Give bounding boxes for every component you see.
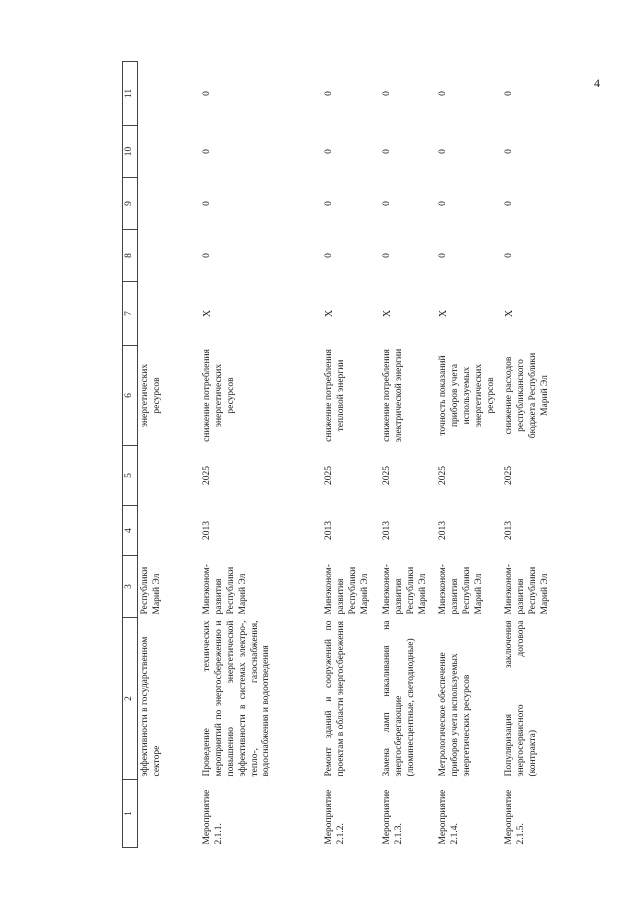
executor-cell: Минэконом-развития Республики Марий Эл — [504, 564, 550, 615]
value-cell: X — [202, 309, 213, 318]
end-year-cell: 2025 — [438, 466, 448, 485]
table-row — [138, 62, 201, 848]
value-cell: 0 — [504, 149, 514, 154]
measure-id-cell: Мероприятие 2.1.2. — [324, 789, 346, 845]
table-row — [200, 62, 322, 848]
column-number-row — [123, 62, 138, 848]
expected-result-cell: снижение потребления тепловой энергии — [324, 349, 346, 442]
value-cell: 0 — [504, 201, 514, 206]
measure-id-cell: Мероприятие 2.1.4. — [438, 789, 460, 845]
value-cell: X — [438, 309, 449, 318]
expected-result-cell: энергетических ресурсов — [140, 363, 162, 428]
start-year-cell — [138, 506, 201, 556]
column-header: 9 — [123, 178, 138, 230]
measure-id-cell: Мероприятие 2.1.5. — [504, 789, 526, 845]
value-cell: 0 — [382, 149, 392, 154]
executor-cell: Республики Марий Эл — [140, 566, 162, 615]
end-year-cell: 2025 — [382, 466, 392, 485]
expected-result-cell: снижение потребления энергетических ресурсов — [202, 349, 236, 442]
value-cell: 0 — [504, 253, 514, 258]
column-header: 2 — [123, 618, 138, 780]
measure-id-cell: Мероприятие 2.1.3. — [382, 789, 404, 845]
expected-result-cell: снижение расходов республиканского бюджета Республики Марий Эл — [504, 352, 550, 439]
measure-name-cell: эффективности в государственном секторе — [140, 636, 162, 777]
value-cell: X — [324, 309, 335, 318]
value-cell: 0 — [438, 201, 448, 206]
start-year-cell: 2013 — [504, 521, 514, 540]
value-cell: 0 — [324, 91, 334, 96]
executor-cell: Минэконом-развития Республики Марий Эл — [202, 564, 248, 615]
column-header: 5 — [123, 446, 138, 506]
value-cell: 0 — [438, 91, 448, 96]
column-header: 11 — [123, 62, 138, 126]
start-year-cell: 2013 — [382, 521, 392, 540]
value-cell: 0 — [438, 149, 448, 154]
value-cell: 0 — [202, 91, 212, 96]
table-row — [322, 62, 380, 848]
value-cell: 0 — [382, 201, 392, 206]
start-year-cell: 2013 — [324, 521, 334, 540]
end-year-cell: 2025 — [324, 466, 334, 485]
table-row — [436, 62, 502, 848]
value-cell: 0 — [202, 149, 212, 154]
executor-cell: Минэконом-развития Республики Марий Эл — [382, 564, 428, 615]
value-cell: X — [382, 309, 393, 318]
end-year-cell: 2025 — [504, 466, 514, 485]
start-year-cell: 2013 — [202, 521, 212, 540]
column-header: 3 — [123, 556, 138, 618]
end-year-cell — [138, 446, 201, 506]
value-cell: 0 — [202, 253, 212, 258]
measure-name-cell: Замена ламп накаливания на энергосберегающие (люминесцентные, светодиодные) — [382, 620, 416, 777]
executor-cell: Минэконом-развития Республики Марий Эл — [438, 564, 484, 615]
program-table — [122, 61, 568, 848]
measure-name-cell: Метрологическое обеспечение приборов учета используемых энергетических ресурсов — [438, 652, 472, 777]
value-cell: 0 — [324, 201, 334, 206]
value-cell — [138, 230, 201, 282]
value-cell — [138, 62, 201, 126]
value-cell: 0 — [382, 91, 392, 96]
measure-id-cell: Мероприятие 2.1.1. — [202, 789, 224, 845]
column-header: 6 — [123, 346, 138, 446]
table-row — [380, 62, 436, 848]
value-cell: 0 — [382, 253, 392, 258]
measure-name-cell: Ремонт зданий и сооружений по проектам в области энергосбережения — [324, 620, 346, 777]
expected-result-cell: снижение потребления электрической энергии — [382, 348, 404, 443]
column-header: 4 — [123, 506, 138, 556]
measure-name-cell: Популяризация заключения энергосервисного договора (контракта) — [504, 620, 538, 777]
value-cell: 0 — [438, 253, 448, 258]
value-cell — [138, 126, 201, 178]
column-header: 1 — [123, 780, 138, 848]
column-header: 8 — [123, 230, 138, 282]
value-cell: 0 — [324, 253, 334, 258]
value-cell: 0 — [504, 91, 514, 96]
start-year-cell: 2013 — [438, 521, 448, 540]
end-year-cell: 2025 — [202, 466, 212, 485]
value-cell — [138, 178, 201, 230]
value-cell — [138, 282, 201, 346]
column-header: 7 — [123, 282, 138, 346]
program-table-sheet — [122, 62, 552, 848]
measure-id-cell — [138, 780, 201, 848]
expected-result-cell: точность показаний приборов учета используемых энергетических ресурсов — [438, 355, 496, 436]
executor-cell: Минэконом-развития Республики Марий Эл — [324, 564, 370, 615]
measure-name-cell: Проведение технических мероприятий по энергосбережению и повышению энергетической эффективности в системах электро-, тепло-, газоснабжения, водоснабжения и водоотведения — [202, 620, 272, 777]
column-header: 10 — [123, 126, 138, 178]
table-row — [502, 62, 568, 848]
page-number: 4 — [594, 76, 600, 90]
value-cell: 0 — [324, 149, 334, 154]
value-cell: X — [504, 309, 515, 318]
value-cell: 0 — [202, 201, 212, 206]
